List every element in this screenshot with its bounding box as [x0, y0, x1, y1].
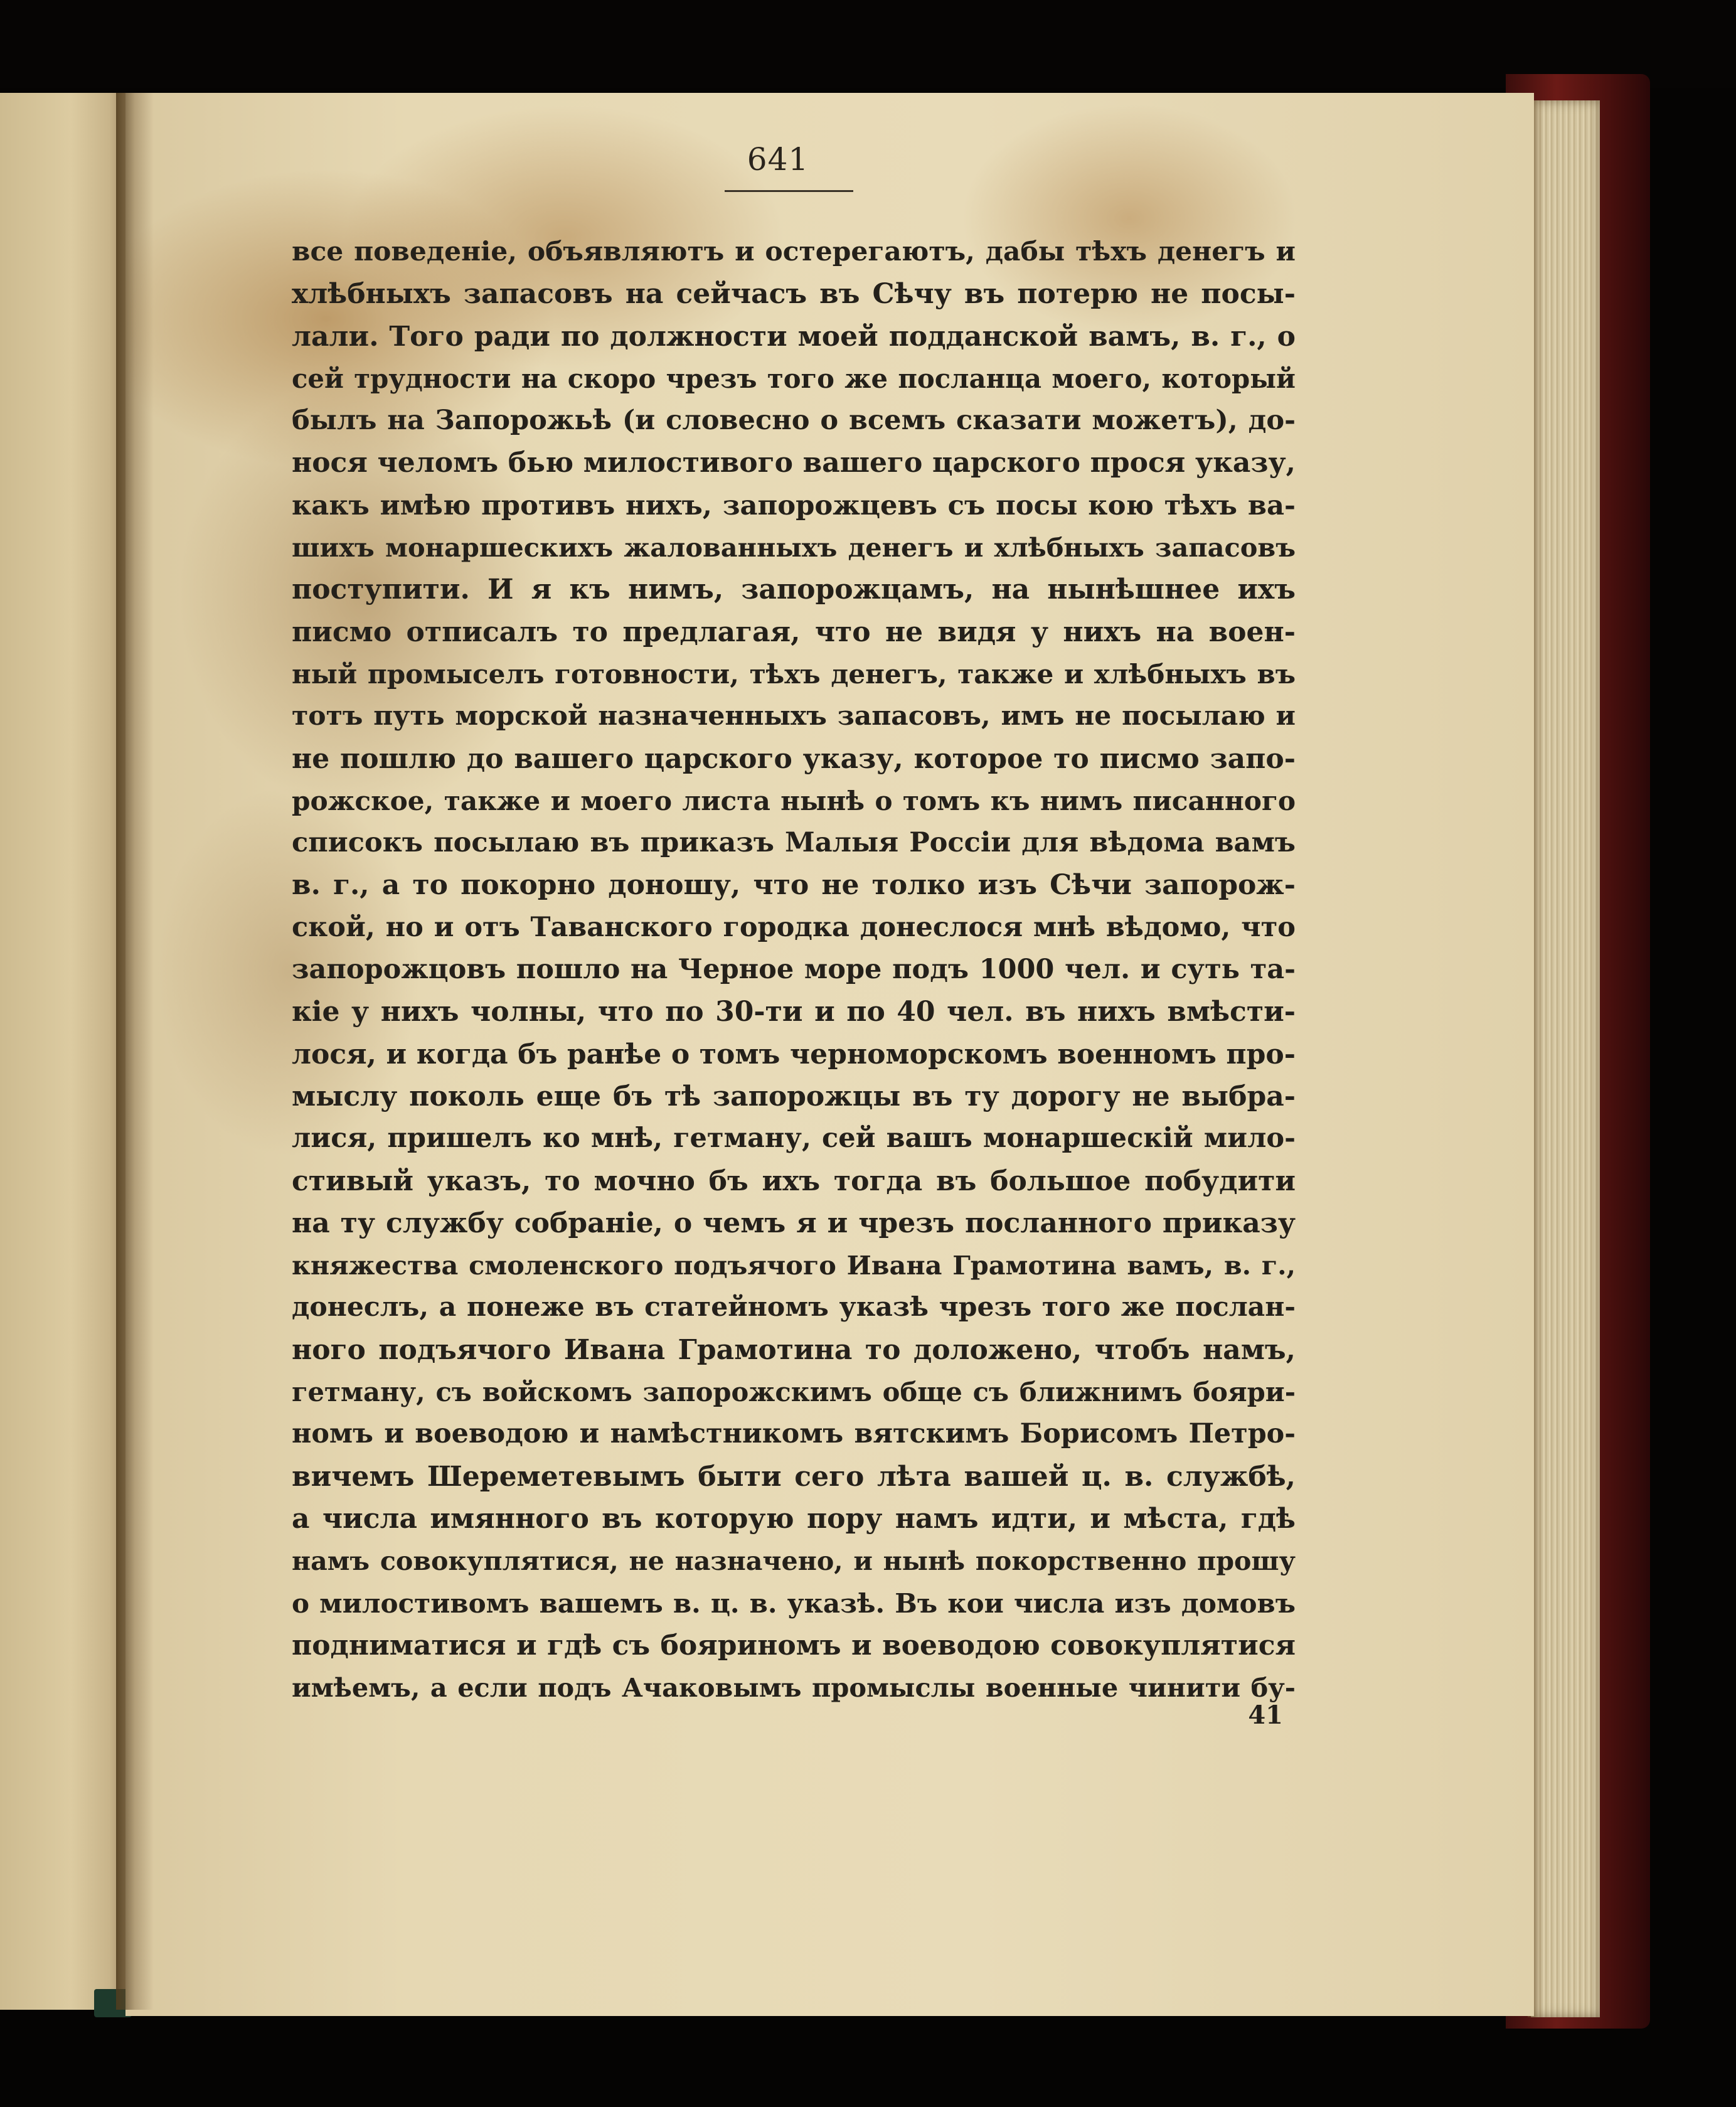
text-line: намъ совокуплятися, не назначено, и нынѣ покорственно прошу [292, 1545, 1296, 1577]
text-line: поступити. И я къ нимъ, запорожцамъ, на нынѣшнее ихъ [292, 573, 1296, 606]
book-gutter [116, 93, 154, 2010]
text-line: на ту службу собраніе, о чемъ я и чрезъ посланного приказу [292, 1207, 1296, 1239]
text-line: мыслу поколь еще бъ тѣ запорожцы въ ту дорогу не выбра- [292, 1080, 1296, 1112]
text-line: имѣемъ, а если подъ Ачаковымъ промыслы военные чинити бу- [292, 1672, 1296, 1704]
text-line: в. г., а то покорно доношу, что не толко изъ Сѣчи запорож- [292, 869, 1296, 902]
text-line: нося челомъ бью милостивого вашего царского прося указу, [292, 447, 1296, 479]
text-line: тотъ путь морской назначенныхъ запасовъ, имъ не посылаю и [292, 700, 1296, 732]
text-line: а числа имянного въ которую пору намъ идти, и мѣста, гдѣ [292, 1502, 1296, 1535]
text-line: ный промыселъ готовности, тѣхъ денегъ, также и хлѣбныхъ въ [292, 658, 1296, 690]
body-text [292, 231, 1296, 1709]
dark-background [0, 0, 1736, 88]
text-line: ного подъячого Ивана Грамотина то доложено, чтобъ намъ, [292, 1333, 1296, 1366]
text-line: какъ имѣю противъ нихъ, запорожцевъ съ посы кою тѣхъ ва- [292, 489, 1296, 521]
text-line: запорожцовъ пошло на Черное море подъ 1000 чел. и суть та- [292, 954, 1296, 986]
text-line: шихъ монаршескихъ жалованныхъ денегъ и хлѣбныхъ запасовъ [292, 532, 1296, 563]
text-line: номъ и воеводою и намѣстникомъ вятскимъ Борисомъ Петро- [292, 1418, 1296, 1450]
text-line: о милостивомъ вашемъ в. ц. в. указѣ. Въ кои числа изъ домовъ [292, 1587, 1296, 1619]
text-line: донеслъ, а понеже въ статейномъ указѣ чрезъ того же послан- [292, 1291, 1296, 1323]
text-line: княжества смоленского подъячого Ивана Грамотина вамъ, в. г., [292, 1250, 1296, 1281]
text-line: не пошлю до вашего царского указу, которое то писмо запо- [292, 742, 1296, 775]
text-line: писмо отписалъ то предлагая, что не видя у нихъ на воен- [292, 616, 1296, 648]
text-line: вичемъ Шереметевымъ быти сего лѣта вашей ц. в. службѣ, [292, 1460, 1296, 1493]
left-page [0, 93, 129, 2010]
text-line: гетману, съ войскомъ запорожскимъ обще съ ближнимъ бояри- [292, 1377, 1296, 1408]
text-line: былъ на Запорожьѣ (и словесно о всемъ сказати можетъ), до- [292, 405, 1296, 437]
text-line: лося, и когда бъ ранѣе о томъ черноморскомъ военномъ про- [292, 1038, 1296, 1070]
text-line: сей трудности на скоро чрезъ того же посланца моего, который [292, 363, 1296, 394]
text-line: ской, но и отъ Таванского городка донеслося мнѣ вѣдомо, что [292, 911, 1296, 943]
text-line: лали. Того ради по должности моей подданской вамъ, в. г., о [292, 320, 1296, 353]
text-line: стивый указъ, то мочно бъ ихъ тогда въ большое побудити [292, 1165, 1296, 1197]
text-line: все поведеніе, объявляютъ и остерегаютъ, дабы тѣхъ денегъ и [292, 236, 1296, 267]
text-line: подниматися и гдѣ съ бояриномъ и воеводою совокуплятися [292, 1629, 1296, 1662]
text-line: лися, пришелъ ко мнѣ, гетману, сей вашъ монаршескій мило- [292, 1123, 1296, 1155]
text-line: кіе у нихъ чолны, что по 30-ти и по 40 чел. въ нихъ вмѣсти- [292, 996, 1296, 1028]
page-number-rule [725, 190, 853, 192]
text-line: списокъ посылаю въ приказъ Малыя Россіи для вѣдома вамъ [292, 827, 1296, 859]
text-line: рожское, также и моего листа нынѣ о томъ къ нимъ писанного [292, 784, 1296, 816]
text-line: хлѣбныхъ запасовъ на сейчасъ въ Сѣчу въ потерю не посы- [292, 278, 1296, 311]
signature-mark: 41 [1248, 1700, 1283, 1730]
page-number: 641 [747, 141, 809, 178]
